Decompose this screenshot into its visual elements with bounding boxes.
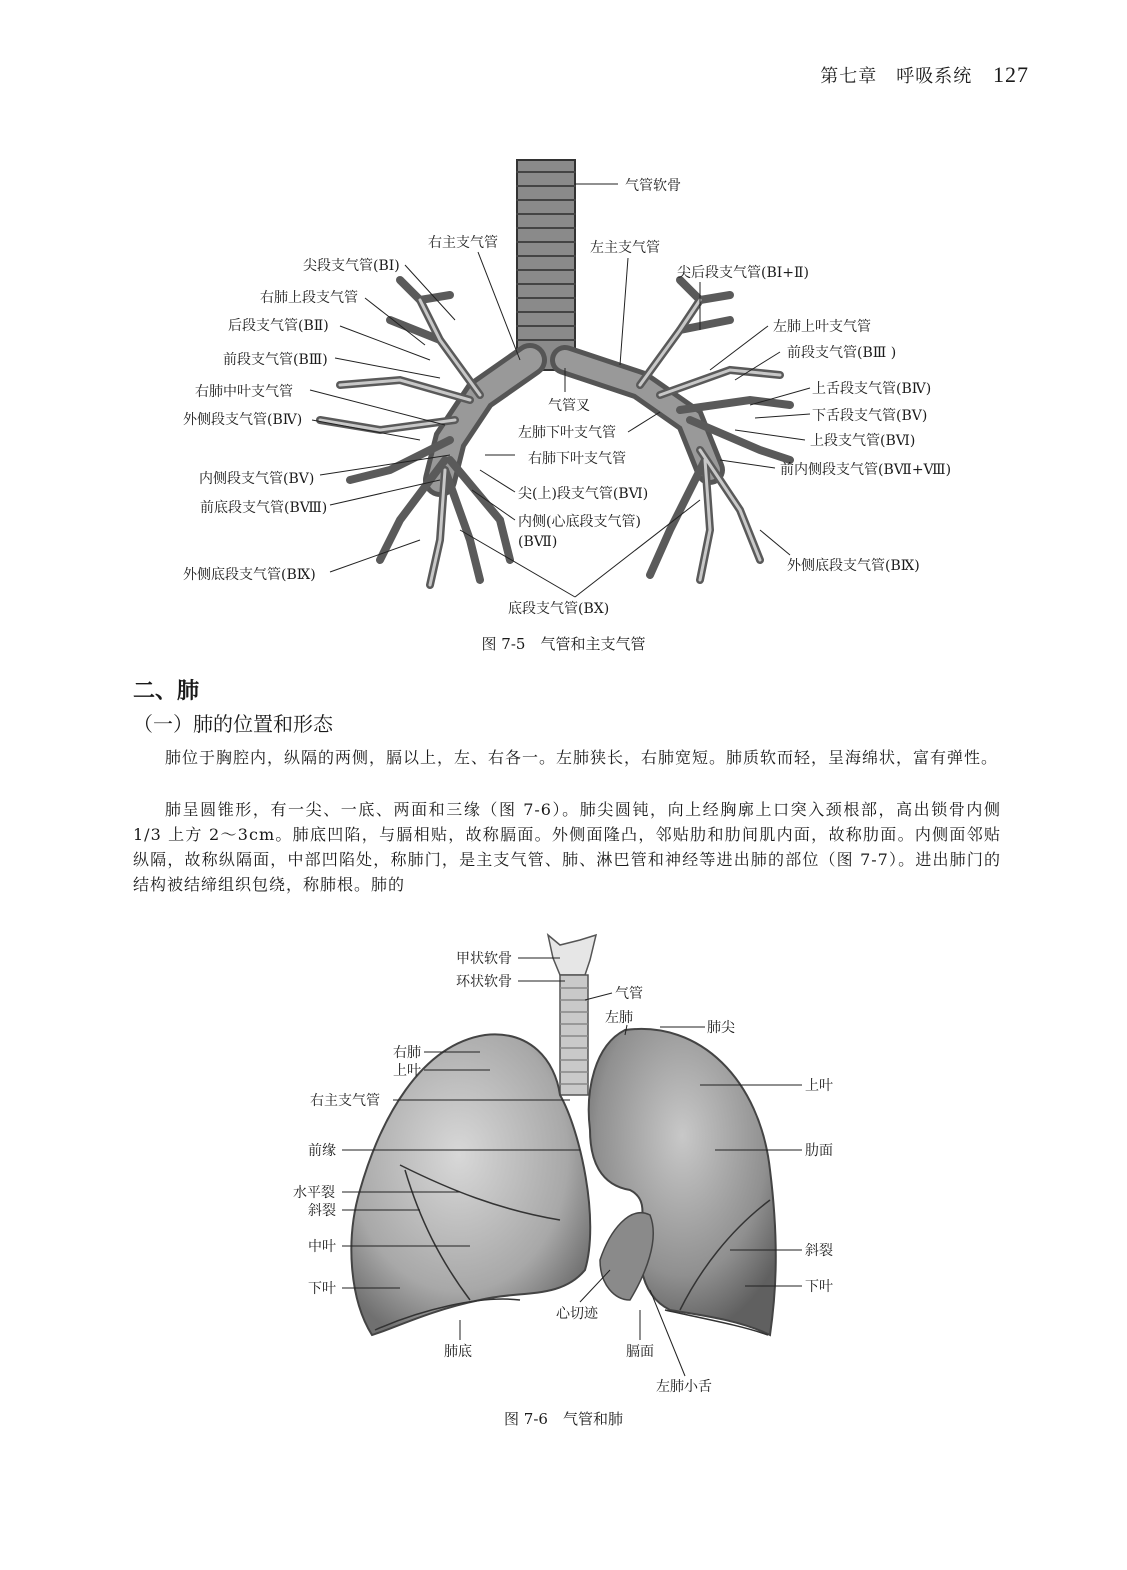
- page-number: 127: [993, 62, 1029, 87]
- label-anterior-border: 前缘: [308, 1143, 336, 1159]
- label-apicoposterior: 尖后段支气管(BⅠ+Ⅱ): [677, 265, 809, 281]
- label-costal-surface: 肋面: [805, 1143, 833, 1159]
- label-horizontal-fissure: 水平裂: [293, 1185, 335, 1201]
- label-carina: 气管叉: [548, 398, 590, 414]
- label-right-main-bronchus: 右主支气管: [428, 235, 498, 251]
- label-superior-b6-right: 尖(上)段支气管(BⅥ): [518, 486, 649, 502]
- label-lower-lobe-left: 下叶: [805, 1279, 833, 1295]
- label-lateral-basal-right: 外侧底段支气管(BⅨ): [183, 567, 316, 583]
- section-heading: 二、肺: [133, 679, 200, 704]
- label-right-main-bronchus-2: 右主支气管: [310, 1093, 380, 1109]
- figure-7-5-caption: 图 7-5 气管和主支气管: [481, 635, 646, 653]
- figure-bronchial-tree: [0, 150, 1127, 620]
- label-left-lower-lobe-bronchus: 左肺下叶支气管: [518, 425, 616, 441]
- label-posterior-b2: 后段支气管(BⅡ): [228, 318, 329, 334]
- label-superior-lingular: 上舌段支气管(BⅣ): [812, 381, 932, 397]
- paragraph-2: 肺呈圆锥形，有一尖、一底、两面和三缘（图 7-6）。肺尖圆钝，向上经胸廓上口突入颈根部，高出锁骨内侧 1/3 上方 2～3cm。肺底凹陷，与膈相贴，故称膈面。外侧面隆凸，邻贴肋和肋间肌内面，故称肋面。内侧面邻贴纵隔，故称纵隔面，中部凹陷处，称肺门，是主支气管、肺、淋巴管和神经等进出肺的部位（图 7-7）。进出肺门的结构被结缔组织包绕，称肺根。肺的: [133, 800, 1001, 894]
- label-anteromedial-basal: 前内侧段支气管(BⅦ+Ⅷ): [780, 462, 952, 478]
- page-header: [820, 62, 1029, 88]
- label-upper-lobe-left: 上叶: [805, 1078, 833, 1094]
- label-cardiac-notch: 心切迹: [556, 1306, 598, 1322]
- label-cricoid-cartilage: 环状软骨: [456, 974, 512, 990]
- label-anterior-b3-right: 前段支气管(BⅢ): [223, 352, 328, 368]
- label-oblique-fissure-right: 斜裂: [308, 1203, 336, 1219]
- label-medial-basal: 内侧(心底段支气管): [518, 514, 641, 530]
- subsection-heading: （一）肺的位置和形态: [133, 712, 333, 736]
- label-lateral-b4: 外侧段支气管(BⅣ): [183, 412, 303, 428]
- label-anterior-basal: 前底段支气管(BⅧ): [200, 500, 328, 516]
- label-upper-lobe-right: 上叶: [393, 1063, 421, 1079]
- label-trachea-cartilage: 气管软骨: [625, 178, 681, 194]
- label-apical-b1: 尖段支气管(BⅠ): [303, 258, 400, 274]
- label-thyroid-cartilage: 甲状软骨: [456, 951, 512, 967]
- label-right-lung: 右肺: [393, 1045, 421, 1061]
- label-trachea: 气管: [615, 986, 643, 1002]
- label-oblique-fissure-left: 斜裂: [805, 1243, 833, 1259]
- paragraph-1: 肺位于胸腔内，纵隔的两侧，膈以上，左、右各一。左肺狭长，右肺宽短。肺质软而轻，呈海绵状，富有弹性。: [165, 748, 999, 767]
- label-superior-b6-left: 上段支气管(BⅥ): [810, 433, 916, 449]
- label-apex: 肺尖: [707, 1020, 735, 1036]
- label-left-lung: 左肺: [605, 1010, 633, 1026]
- label-lateral-basal-left: 外侧底段支气管(BⅨ): [787, 558, 920, 574]
- label-lung-base: 肺底: [444, 1344, 472, 1360]
- label-posterior-basal: 底段支气管(BⅩ): [508, 601, 610, 617]
- label-inferior-lingular: 下舌段支气管(BⅤ): [812, 408, 928, 424]
- label-right-middle-lobe-bronchus: 右肺中叶支气管: [195, 384, 293, 400]
- label-right-upper-lobe-bronchus: 右肺上段支气管: [260, 290, 358, 306]
- label-anterior-b3-left: 前段支气管(BⅢ ): [787, 345, 897, 361]
- label-lower-lobe-right: 下叶: [308, 1281, 336, 1297]
- label-middle-lobe: 中叶: [308, 1239, 336, 1255]
- lung-illustration: [351, 935, 775, 1335]
- label-lingula: 左肺小舌: [656, 1379, 712, 1395]
- figure-lungs: [0, 925, 1127, 1400]
- chapter-title: 第七章 呼吸系统: [820, 66, 973, 87]
- figure-7-6-caption: 图 7-6 气管和肺: [504, 1410, 623, 1428]
- label-left-main-bronchus: 左主支气管: [590, 240, 660, 256]
- label-right-lower-lobe-bronchus: 右肺下叶支气管: [528, 451, 626, 467]
- label-medial-basal-code: (BⅦ): [518, 534, 558, 550]
- label-left-upper-lobe-bronchus: 左肺上叶支气管: [773, 319, 871, 335]
- label-diaphragmatic-surface: 膈面: [626, 1344, 654, 1360]
- label-medial-b5: 内侧段支气管(BⅤ): [199, 471, 315, 487]
